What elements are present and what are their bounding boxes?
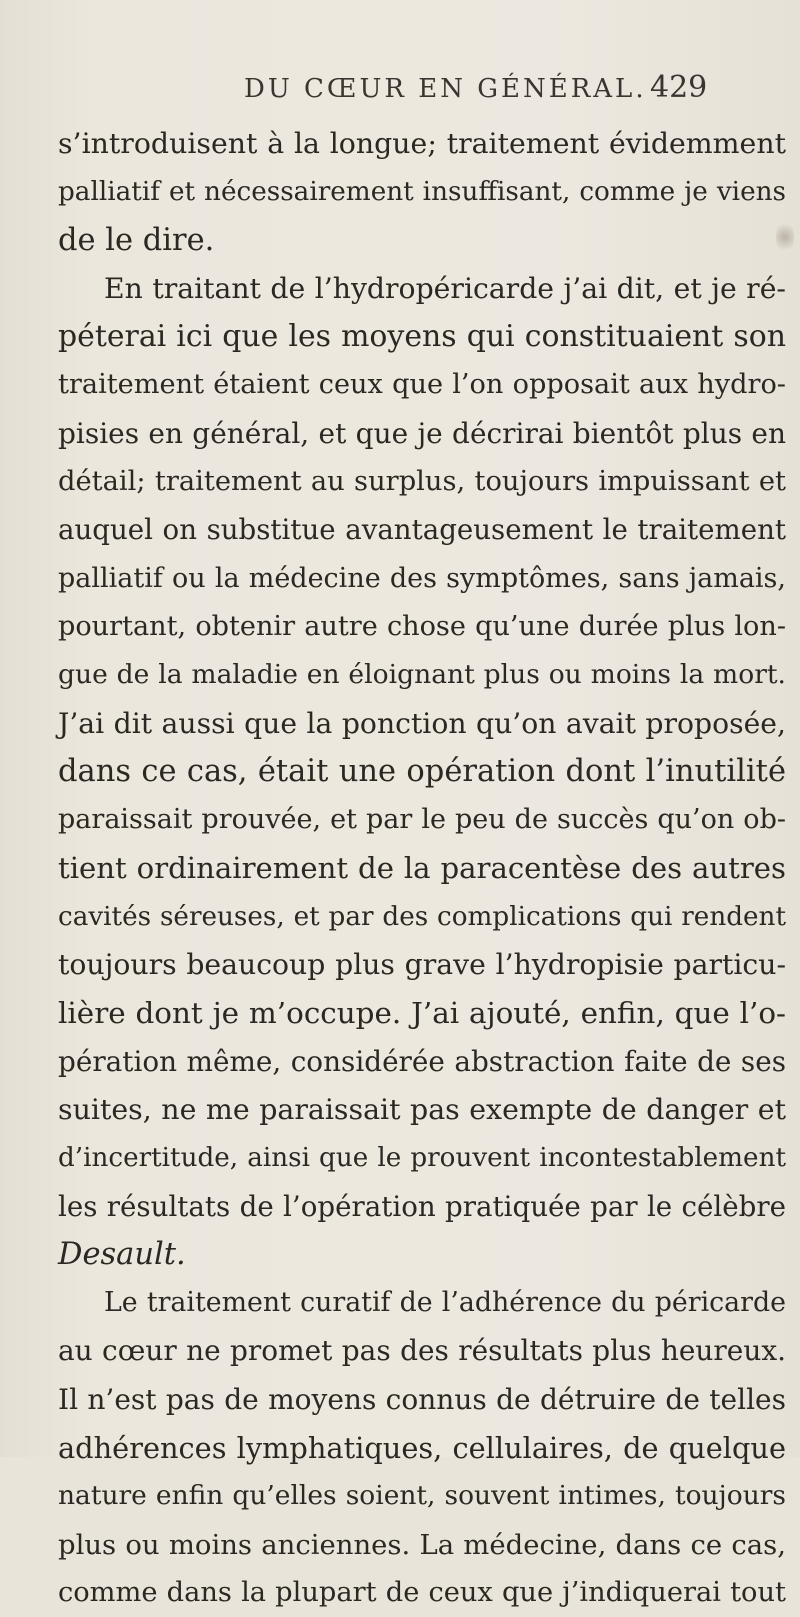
text-line: au cœur ne promet pas des résultats plus heureux. [58, 1334, 786, 1368]
text-line: comme dans la plupart de ceux que j’indiquerai tout [58, 1576, 786, 1608]
text-line: auquel on substitue avantageusement le traitement [58, 513, 786, 547]
page-number: 429 [650, 70, 708, 105]
text-line: tient ordinairement de la paracentèse des autres [58, 851, 786, 886]
text-line: nature enfin qu’elles soient, souvent intimes, toujours [58, 1480, 786, 1512]
text-line: les résultats de l’opération pratiquée par le célèbre [58, 1189, 786, 1223]
text-line: Desault. [58, 1236, 186, 1272]
text-line: détail; traitement au surplus, toujours impuissant et [58, 466, 786, 498]
text-line: pisies en général, et que je décrirai bientôt plus en [58, 416, 786, 450]
text-line: péterai ici que les moyens qui constituaient son [58, 319, 786, 355]
text-line: dans ce cas, était une opération dont l’inutilité [58, 753, 786, 789]
text-line: J’ai dit aussi que la ponction qu’on avait proposée, [58, 706, 786, 740]
text-line: Il n’est pas de moyens connus de détruire de telles [58, 1382, 786, 1416]
text-line: plus ou moins anciennes. La médecine, dans ce cas, [58, 1528, 786, 1561]
text-line: pourtant, obtenir autre chose qu’une durée plus lon- [58, 610, 786, 642]
text-line: traitement étaient ceux que l’on opposait aux hydro- [58, 369, 786, 401]
text-line: toujours beaucoup plus grave l’hydropisie particu- [58, 948, 786, 982]
text-line: palliatif et nécessairement insuffisant, comme je viens [58, 177, 786, 208]
text-line: En traitant de l’hydropéricarde j’ai dit, et je ré- [104, 271, 786, 305]
text-line: cavités séreuses, et par des complications qui rendent [58, 901, 786, 932]
running-title: DU CŒUR EN GÉNÉRAL. [244, 74, 647, 104]
text-line: paraissait prouvée, et par le peu de succès qu’on ob- [58, 804, 786, 836]
body-text [58, 120, 786, 1617]
text-line: s’introduisent à la longue; traitement évidemment [58, 127, 786, 160]
text-line: d’incertitude, ainsi que le prouvent incontestablement [58, 1143, 786, 1174]
text-line: suites, ne me paraissait pas exempte de danger et [58, 1092, 786, 1126]
text-line: pération même, considérée abstraction faite de ses [58, 1044, 786, 1078]
text-line: palliatif ou la médecine des symptômes, sans jamais, [58, 562, 786, 594]
text-line: adhérences lymphatiques, cellulaires, de quelque [58, 1431, 786, 1466]
text-line: de le dire. [58, 222, 215, 258]
text-line: Le traitement curatif de l’adhérence du péricarde [104, 1287, 786, 1319]
text-line: lière dont je m’occupe. J’ai ajouté, enfin, que l’o- [58, 996, 786, 1031]
text-line: gue de la maladie en éloignant plus ou moins la mort. [58, 659, 786, 691]
